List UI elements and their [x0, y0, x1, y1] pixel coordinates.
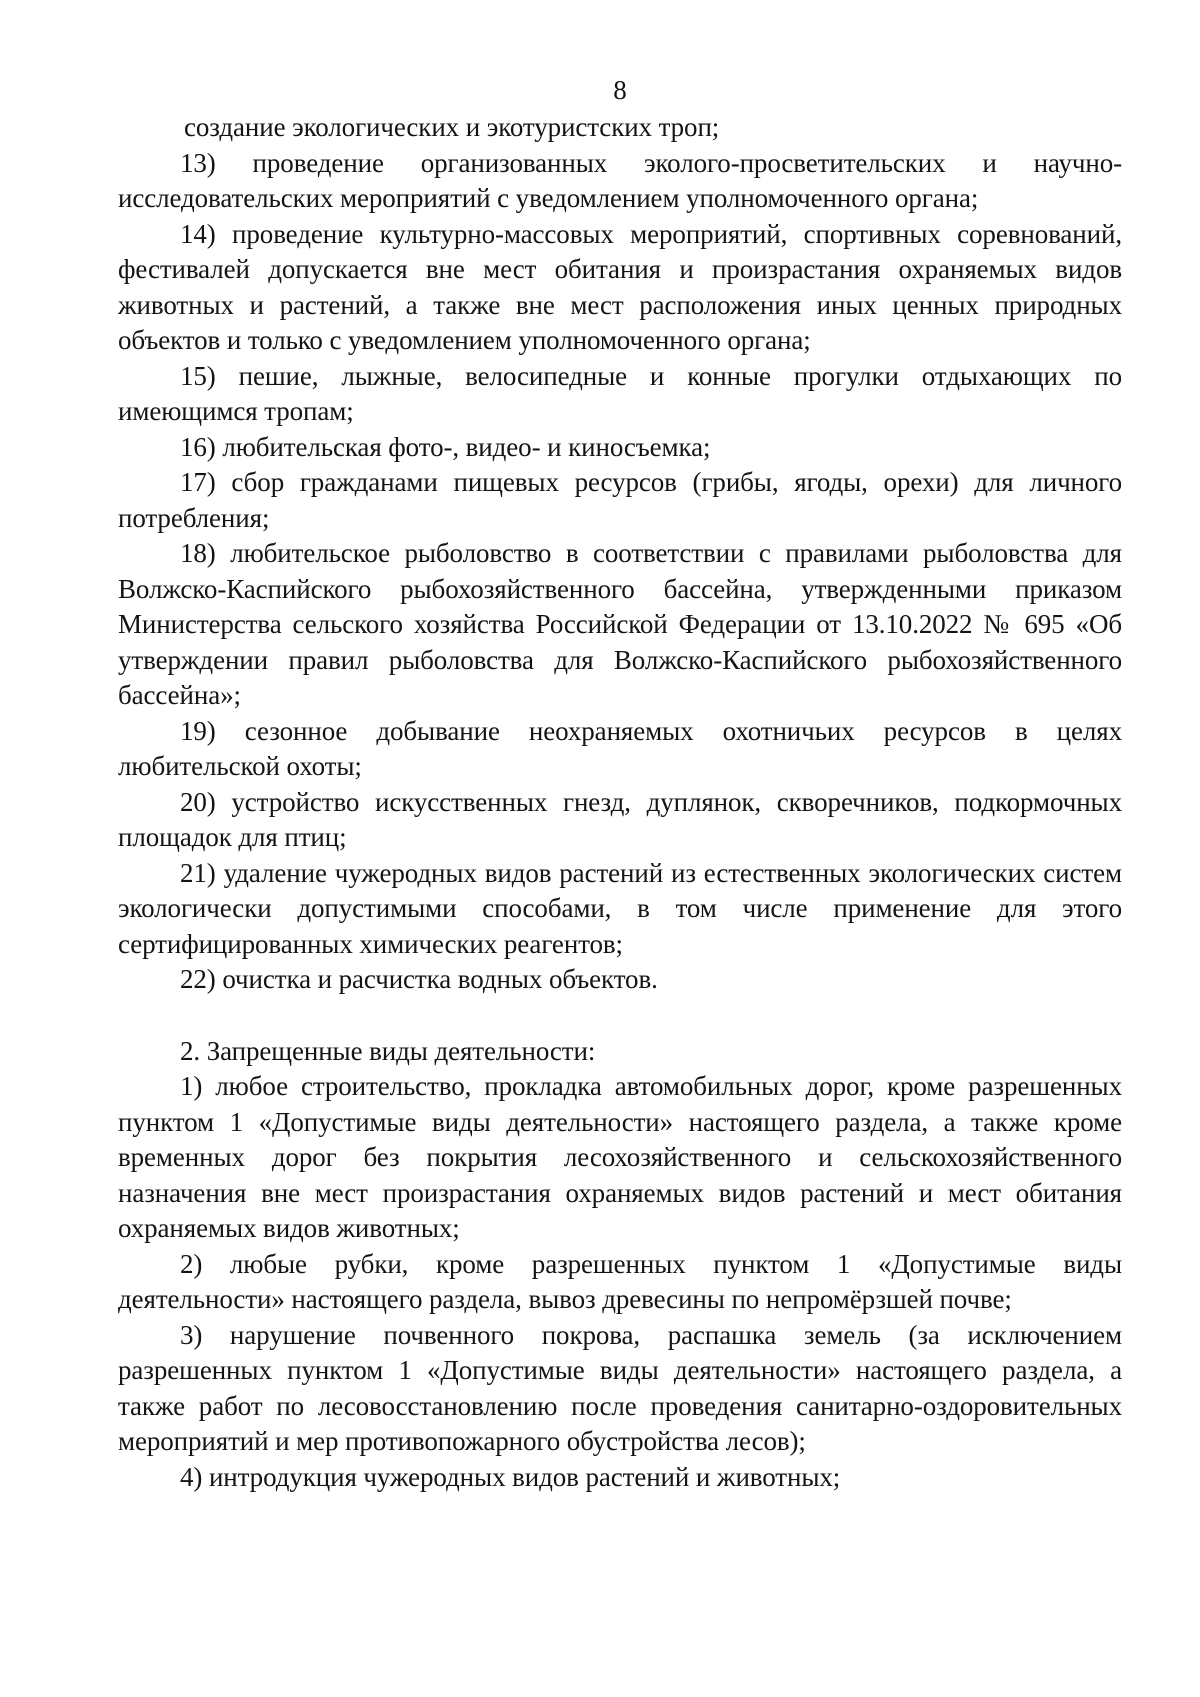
allowed-item-20: 20) устройство искусственных гнезд, дуплянок, скворечников, подкормочных площадок для птиц; — [118, 786, 1122, 852]
prohibited-item-1: 1) любое строительство, прокладка автомобильных дорог, кроме разрешенных пунктом 1 «Допустимые виды деятельности» настоящего раздела, а также кроме временных дорог без покрытия лесохозяйственного и сельскохозяйственного назначения вне мест произрастания охраняемых видов растений и мест обитания охраняемых видов животных; — [118, 1071, 1122, 1243]
allowed-item-21: 21) удаление чужеродных видов растений из естественных экологических систем экологически допустимыми способами, в том числе применение для этого сертифицированных химических реагентов; — [118, 857, 1122, 959]
section-gap — [118, 998, 1122, 1034]
allowed-continuation: создание экологических и экотуристских троп; — [184, 112, 720, 142]
allowed-item-22: 22) очистка и расчистка водных объектов. — [180, 964, 658, 994]
prohibited-item-2: 2) любые рубки, кроме разрешенных пунктом 1 «Допустимые виды деятельности» настоящего раздела, вывоз древесины по непромёрзшей почве; — [118, 1248, 1122, 1314]
allowed-item-19: 19) сезонное добывание неохраняемых охотничьих ресурсов в целях любительской охоты; — [118, 715, 1122, 781]
allowed-item-14: 14) проведение культурно-массовых мероприятий, спортивных соревнований, фестивалей допускается вне мест обитания и произрастания охраняемых видов животных и растений, а также вне мест расположения иных ценных природных объектов и только с уведомлением уполномоченного органа; — [118, 218, 1122, 355]
allowed-item-16: 16) любительская фото-, видео- и киносъемка; — [180, 431, 711, 462]
allowed-item-17: 17) сбор гражданами пищевых ресурсов (грибы, ягоды, орехи) для личного потребления; — [118, 467, 1122, 533]
prohibited-heading: 2. Запрещенные виды деятельности: — [180, 1035, 596, 1066]
allowed-item-15: 15) пешие, лыжные, велосипедные и конные прогулки отдыхающих по имеющимся тропам; — [118, 360, 1122, 426]
prohibited-item-3: 3) нарушение почвенного покрова, распашка земель (за исключением разрешенных пунктом 1 «Допустимые виды деятельности» настоящего раздела, а также работ по лесовосстановлению после проведения санитарно-оздоровительных мероприятий и мер противопожарного обустройства лесов); — [118, 1319, 1122, 1456]
document-body — [118, 110, 1122, 1495]
page-number: 8 — [613, 75, 627, 105]
allowed-item-13: 13) проведение организованных эколого-просветительских и научно-исследовательских мероприятий с уведомлением уполномоченного органа; — [118, 147, 1122, 213]
prohibited-item-4: 4) интродукция чужеродных видов растений и животных; — [180, 1461, 841, 1492]
allowed-item-18: 18) любительское рыболовство в соответствии с правилами рыболовства для Волжско-Каспийского рыбохозяйственного бассейна, утвержденными приказом Министерства сельского хозяйства Российской Федерации от 13.10.2022 № 695 «Об утверждении правил рыболовства для Волжско-Каспийского рыбохозяйственного бассейна»; — [118, 538, 1122, 710]
